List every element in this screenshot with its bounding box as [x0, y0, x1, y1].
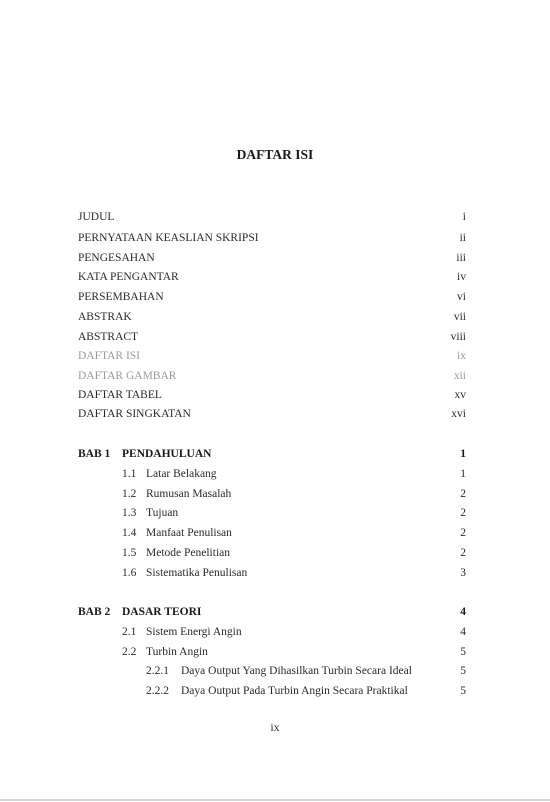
chapter-heading [0, 603, 550, 621]
toc-entry [0, 288, 550, 306]
section-number: 1.6 [122, 567, 137, 579]
section-number: 1.3 [122, 507, 137, 519]
toc-subsection [0, 682, 550, 700]
subsection-page: 5 [460, 665, 466, 677]
section-number: 1.4 [122, 527, 137, 539]
section-number: 2.1 [122, 626, 137, 638]
toc-section [0, 623, 550, 641]
toc-entry-label: ABSTRAK [78, 311, 132, 323]
toc-entry-page: viii [450, 331, 466, 343]
toc-entry-label: KATA PENGANTAR [78, 271, 179, 283]
chapter-title: DASAR TEORI [122, 606, 202, 618]
toc-entry [0, 405, 550, 423]
toc-entry-page: i [462, 211, 466, 223]
toc-entry-label: DAFTAR GAMBAR [78, 370, 177, 382]
section-label: Manfaat Penulisan [146, 527, 232, 539]
toc-entry-page: ix [457, 350, 466, 362]
toc-entry-page: iii [456, 252, 466, 264]
section-label: Rumusan Masalah [146, 488, 232, 500]
toc-entry [0, 268, 550, 286]
section-page: 5 [460, 646, 466, 658]
toc-entry-page: ii [459, 232, 466, 244]
section-label: Metode Penelitian [146, 547, 230, 559]
toc-entry-label: PERNYATAAN KEASLIAN SKRIPSI [78, 232, 259, 244]
subsection-label: Daya Output Yang Dihasilkan Turbin Secara Ideal [181, 665, 412, 677]
toc-entry [0, 367, 550, 385]
toc-entry-page: vii [453, 311, 466, 323]
toc-section [0, 504, 550, 522]
toc-entry [0, 386, 550, 404]
toc-section [0, 544, 550, 562]
toc-entry-label: DAFTAR SINGKATAN [78, 408, 191, 420]
chapter-number: BAB 2 [78, 606, 111, 618]
toc-entry [0, 308, 550, 326]
toc-entry-label: DAFTAR ISI [78, 350, 141, 362]
toc-entry-page: xvi [451, 408, 466, 420]
subsection-number: 2.2.2 [146, 685, 169, 697]
toc-entry [0, 229, 550, 247]
toc-subsection [0, 662, 550, 680]
chapter-page: 1 [460, 448, 466, 460]
scan-edge-divider [0, 799, 550, 801]
toc-entry [0, 328, 550, 346]
subsection-page: 5 [460, 685, 466, 697]
page-title: DAFTAR ISI [236, 147, 314, 162]
toc-entry-page: xii [453, 370, 466, 382]
toc-section [0, 564, 550, 582]
toc-section [0, 485, 550, 503]
chapter-page: 4 [460, 606, 466, 618]
toc-section [0, 524, 550, 542]
section-label: Sistem Energi Angin [146, 626, 242, 638]
chapter-number: BAB 1 [78, 448, 111, 460]
section-number: 1.5 [122, 547, 137, 559]
toc-entry-label: DAFTAR TABEL [78, 389, 162, 401]
toc-entry-label: PERSEMBAHAN [78, 291, 164, 303]
section-number: 1.2 [122, 488, 137, 500]
toc-entry [0, 208, 550, 226]
section-page: 2 [460, 547, 466, 559]
section-page: 2 [460, 527, 466, 539]
section-label: Sistematika Penulisan [146, 567, 248, 579]
section-page: 2 [460, 488, 466, 500]
chapter-title: PENDAHULUAN [122, 448, 212, 460]
toc-section [0, 643, 550, 661]
section-number: 1.1 [122, 468, 137, 480]
subsection-label: Daya Output Pada Turbin Angin Secara Praktikal [181, 685, 408, 697]
page-number: ix [270, 720, 280, 734]
section-label: Latar Belakang [146, 468, 217, 480]
toc-section [0, 465, 550, 483]
toc-entry-page: iv [457, 271, 466, 283]
subsection-number: 2.2.1 [146, 665, 169, 677]
section-page: 1 [460, 468, 466, 480]
section-label: Turbin Angin [146, 646, 208, 658]
section-page: 3 [460, 567, 466, 579]
chapter-heading [0, 445, 550, 463]
section-label: Tujuan [146, 507, 179, 519]
toc-entry-label: JUDUL [78, 211, 115, 223]
toc-entry-page: xv [454, 389, 466, 401]
toc-entry [0, 347, 550, 365]
section-page: 2 [460, 507, 466, 519]
toc-entry-label: ABSTRACT [78, 331, 139, 343]
section-number: 2.2 [122, 646, 137, 658]
section-page: 4 [460, 626, 466, 638]
toc-entry-label: PENGESAHAN [78, 252, 155, 264]
toc-entry [0, 249, 550, 267]
toc-entry-page: vi [457, 291, 466, 303]
